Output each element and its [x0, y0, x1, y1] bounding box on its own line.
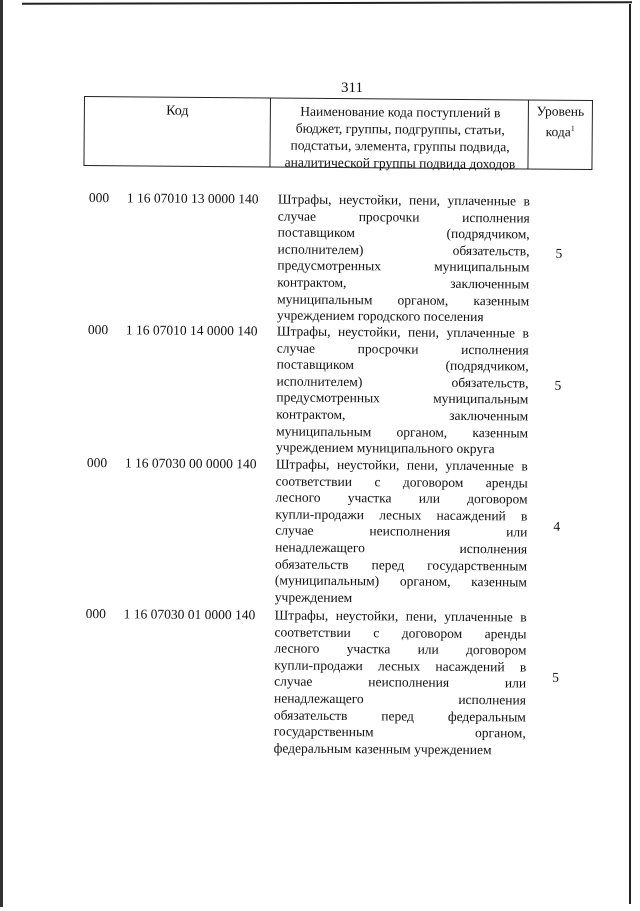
revenue-name-line: исполнителем) обязательств,: [277, 241, 530, 259]
revenue-name-line: учреждением городского поселения: [276, 307, 484, 325]
revenue-name-line: муниципальным органом, казенным: [276, 423, 529, 441]
revenue-name: [277, 192, 530, 327]
header-name: Наименование кода поступлений в бюджет, группы, подгруппы, статьи, подстатьи, элемента, группы подвида, аналитической группы подвида доходов: [270, 98, 529, 168]
revenue-name-line: случае неисполнения или: [274, 673, 527, 691]
revenue-name-line: государственным органом,: [273, 723, 526, 741]
revenue-name-line: Штрафы, неустойки, пени, уплаченные в: [274, 607, 527, 625]
revenue-name-line: Штрафы, неустойки, пени, уплаченные в: [275, 456, 528, 474]
revenue-name-line: ненадлежащего исполнения: [275, 539, 528, 557]
revenue-name-line: случае просрочки исполнения: [276, 340, 529, 358]
code-level: 5: [552, 669, 559, 685]
revenue-code: 1 16 07030 01 0000 140: [123, 606, 256, 623]
revenue-name-line: контрактом, заключенным: [276, 406, 529, 424]
revenue-name-line: случае просрочки исполнения: [277, 208, 530, 226]
revenue-name-line: поставщиком (подрядчиком,: [276, 356, 529, 374]
revenue-name: [274, 608, 527, 759]
admin-code: 000: [86, 455, 108, 471]
revenue-name-line: соответствии с договором аренды: [274, 624, 527, 642]
revenue-name-line: (муниципальным) органом, казенным: [274, 572, 527, 590]
revenue-code: 1 16 07010 14 0000 140: [125, 322, 258, 339]
code-level: 5: [554, 377, 562, 393]
code-level: 5: [555, 245, 563, 261]
revenue-name: [276, 324, 529, 459]
footnote-mark: 1: [570, 123, 575, 133]
revenue-name-line: Штрафы, неустойки, пени, уплаченные в: [276, 323, 529, 341]
revenue-name-line: учреждением: [274, 589, 353, 605]
page-number: 311: [341, 80, 363, 96]
revenue-name-line: предусмотренных муниципальным: [277, 257, 530, 275]
revenue-name-line: случае неисполнения или: [275, 522, 528, 540]
code-level: 4: [553, 518, 561, 534]
revenue-name-line: соответствии с договором аренды: [275, 473, 528, 491]
revenue-name-line: поставщиком (подрядчиком,: [277, 224, 530, 242]
revenue-name-line: муниципальным органом, казенным: [277, 291, 530, 309]
revenue-name-line: исполнителем) обязательств,: [276, 373, 529, 391]
revenue-code: 1 16 07030 00 0000 140: [124, 455, 257, 472]
table-row: [0, 189, 640, 325]
revenue-name-line: контрактом, заключенным: [277, 274, 530, 292]
admin-code: 000: [88, 190, 110, 206]
revenue-name: [275, 457, 528, 608]
revenue-name-line: Штрафы, неустойки, пени, уплаченные в: [277, 191, 530, 209]
revenue-name-line: лесного участка или договором: [275, 489, 528, 507]
revenue-name-line: ненадлежащего исполнения: [273, 690, 527, 708]
header-level-label-2: кода: [545, 124, 571, 140]
revenue-name-line: купли-продажи лесных насаждений в: [274, 657, 527, 675]
revenue-name-line: федеральным казенным учреждением: [273, 740, 492, 757]
revenue-name-line: купли-продажи лесных насаждений в: [275, 506, 528, 524]
revenue-name-line: лесного участка или договором: [274, 640, 527, 658]
revenue-name-line: учреждением муниципального округа: [275, 439, 495, 457]
header-code: Код: [84, 97, 271, 166]
admin-code: 000: [87, 322, 109, 338]
revenue-name-line: обязательств перед федеральным: [273, 707, 526, 725]
header-level-label: Уровень: [536, 103, 585, 119]
admin-code: 000: [85, 606, 106, 622]
revenue-code: 1 16 07010 13 0000 140: [126, 190, 259, 207]
revenue-name-line: предусмотренных муниципальным: [276, 389, 529, 407]
revenue-name-line: обязательств перед государственным: [275, 556, 528, 574]
